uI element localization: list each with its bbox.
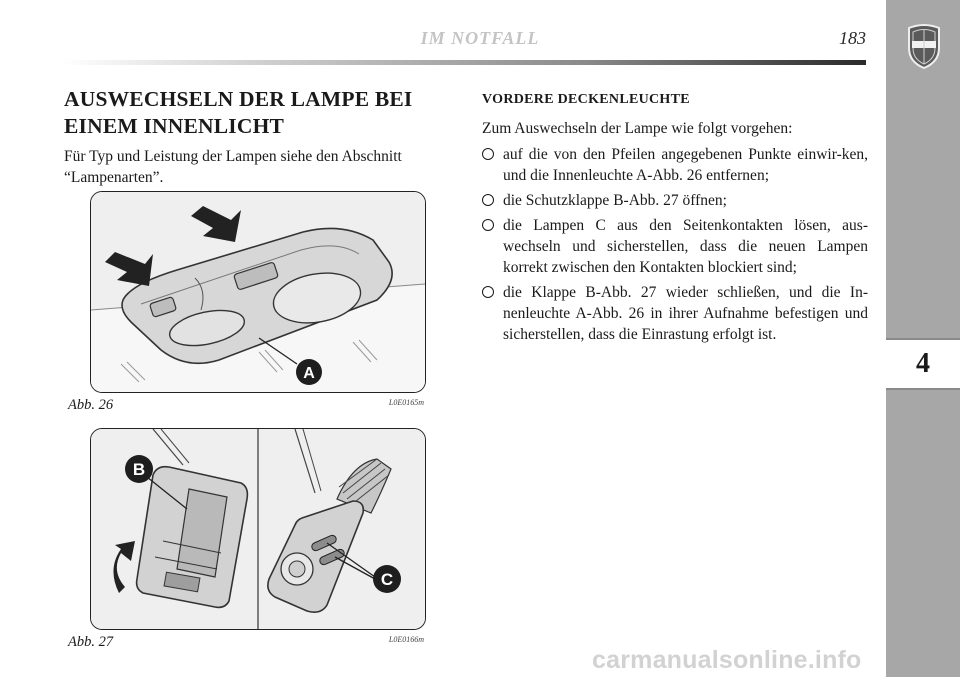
figure-label-A: A	[303, 365, 315, 382]
step-text: die Schutzklappe B-Abb. 27 öffnen;	[503, 192, 727, 209]
lancia-badge-icon	[905, 22, 943, 70]
step-text: die Lampen C aus den Seitenkontakten lösen, aus-wechseln und sicherstellen, dass die neuen Lampen korrekt zwischen den Kontakten blockiert sind;	[503, 217, 868, 276]
list-item	[482, 215, 868, 278]
subsection-heading: VORDERE DECKENLEUCHTE	[482, 92, 690, 107]
bullet-circle-icon	[482, 286, 494, 298]
step-text: die Klappe B-Abb. 27 wieder schließen, und die In-nenleuchte A-Abb. 26 in ihrer Aufnahme befestigen und sicherstellen, dass die Einrastung erfolgt ist.	[503, 284, 868, 343]
instructions-intro: Zum Auswechseln der Lampe wie folgt vorgehen:	[482, 120, 793, 137]
list-item	[482, 190, 868, 211]
figure-label-B: B	[132, 460, 146, 479]
list-item	[482, 144, 868, 186]
figure-caption: Abb. 27	[68, 634, 114, 650]
instruction-list	[482, 140, 868, 345]
section-heading	[64, 86, 454, 140]
step-text: auf die von den Pfeilen angegebenen Punkte einwir-ken, und die Innenleuchte A-Abb. 26 entfernen;	[503, 146, 868, 184]
figure-label-C: C	[380, 570, 394, 589]
watermark-text: carmanualsonline.info	[592, 646, 862, 674]
list-item	[482, 282, 868, 345]
figure-26	[90, 191, 426, 393]
header-rule	[62, 60, 866, 65]
bullet-circle-icon	[482, 194, 494, 206]
figure-caption: Abb. 26	[68, 397, 114, 413]
intro-paragraph: Für Typ und Leistung der Lampen siehe den Abschnitt “Lampenarten”.	[64, 148, 402, 186]
section-heading-line2: EINEM INNENLICHT	[64, 114, 285, 138]
figure-27	[90, 428, 426, 630]
figure-code: L0E0166m	[388, 635, 424, 644]
bullet-circle-icon	[482, 148, 494, 160]
header-title: IM NOTFALL	[420, 28, 540, 48]
figure-code: L0E0165m	[388, 398, 424, 407]
page-number: 183	[839, 28, 866, 48]
bullet-circle-icon	[482, 219, 494, 231]
section-heading-line1: AUSWECHSELN DER LAMPE BEI	[64, 87, 413, 111]
chapter-number[interactable]: 4	[886, 338, 960, 390]
